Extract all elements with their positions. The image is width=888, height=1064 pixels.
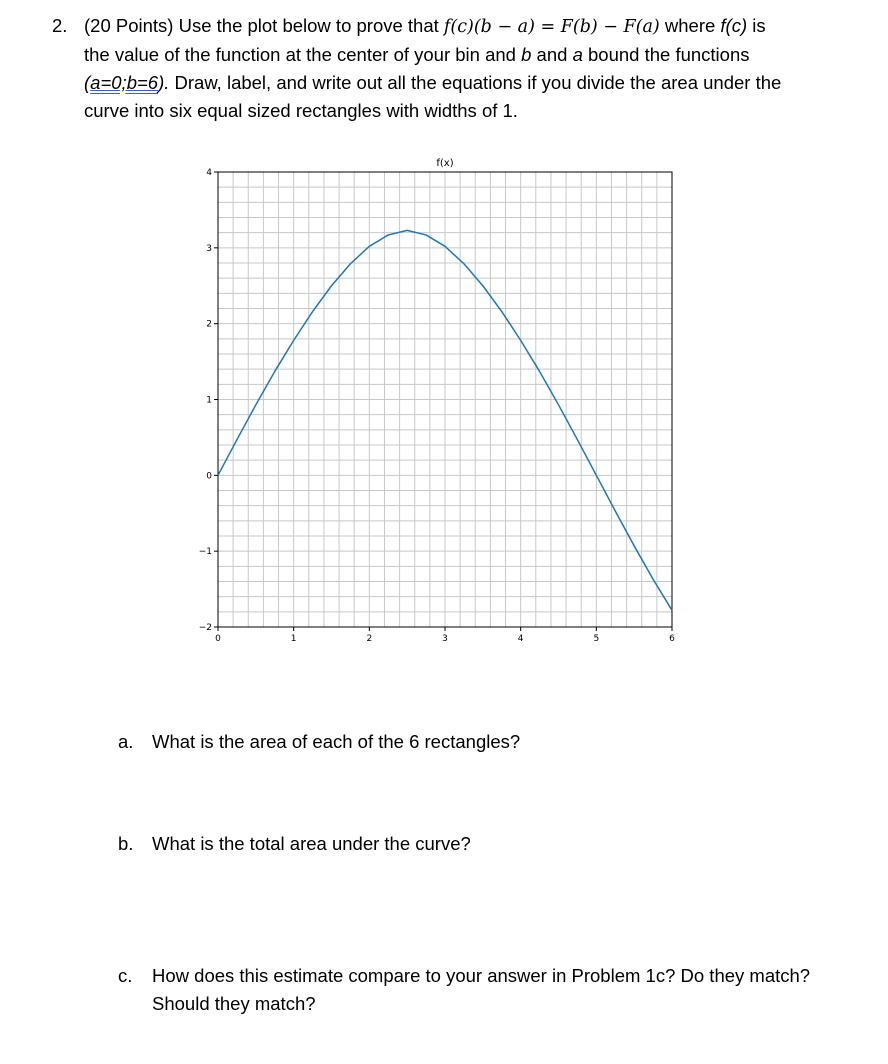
y-tick-label: 1 [206,395,212,406]
problem-number: 2. [52,15,68,36]
question-c-text [152,962,810,1018]
is-text: is [752,15,766,36]
question-b-text: What is the total area under the curve? [152,833,471,854]
question-a [118,728,520,756]
a-term: a [572,44,583,65]
problem-line-2 [84,41,852,69]
y-tick-label: −2 [198,623,212,633]
problem-intro: (20 Points) Use the plot below to prove that [84,15,439,36]
y-tick-label: −1 [198,547,212,558]
question-c-label: c. [118,965,133,986]
x-tick-label: 3 [442,634,448,644]
fc-term: f(c) [720,15,748,36]
x-tick-label: 6 [669,634,675,644]
bounds-link[interactable]: a=0;b=6 [90,72,159,93]
y-tick-label: 3 [206,243,212,254]
problem-line-2-end: bound the functions [588,44,750,65]
problem-line-4: curve into six equal sized rectangles with widths of 1. [84,100,518,121]
chart-title: f(x) [436,158,454,169]
and-text: and [536,44,568,65]
x-tick-label: 4 [517,634,524,644]
bounds-open: ( [84,72,91,93]
question-a-label: a. [118,731,134,752]
problem-body [84,12,852,125]
problem-line-1 [84,12,852,41]
question-c-line-2: Should they match? [152,993,316,1014]
question-c [118,962,810,1018]
x-tick-label: 1 [290,634,297,644]
y-tick-label: 0 [206,471,212,482]
function-plot [190,152,690,656]
question-b [118,830,471,858]
problem-statement [52,12,852,125]
question-b-label: b. [118,833,134,854]
problem-line-3 [84,69,852,97]
question-a-text: What is the area of each of the 6 rectangles? [152,731,521,752]
x-tick-label: 5 [593,634,600,644]
bounds-close: ). [158,72,170,93]
x-tick-label: 0 [215,634,221,644]
x-tick-label: 2 [366,634,373,644]
y-tick-label: 4 [206,168,212,178]
fundamental-theorem-equation: f(c)(b − a) = F(b) − F(a) [443,17,660,37]
b-term: b [521,44,532,65]
y-tick-label: 2 [206,319,212,330]
question-c-line-1: How does this estimate compare to your answer in Problem 1c? Do they match? [152,965,811,986]
where-text: where [664,15,716,36]
problem-line-3-rest: Draw, label, and write out all the equations if you divide the area under the [174,72,782,93]
problem-line-2-start: the value of the function at the center of your bin and [84,44,516,65]
